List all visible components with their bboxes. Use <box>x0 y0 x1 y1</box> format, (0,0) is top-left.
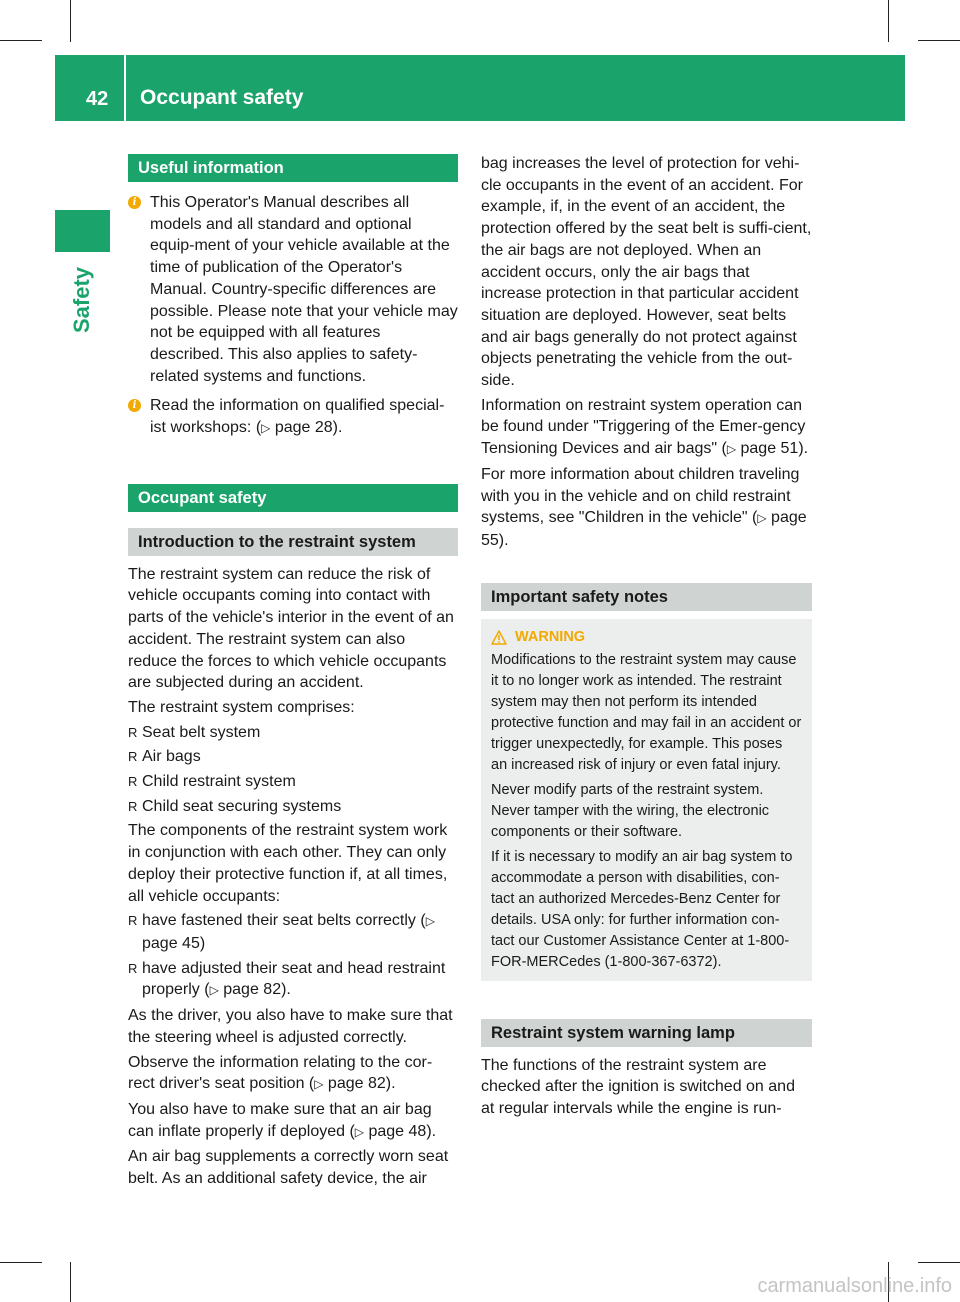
paragraph: You also have to make sure that an air bag can inflate properly if deployed (▷ page 48). <box>128 1100 437 1140</box>
list-item: R Child seat securing systems <box>128 796 458 818</box>
subsection-heading-introduction: Introduction to the restraint system <box>128 528 458 556</box>
crop-mark <box>918 1262 960 1263</box>
paragraph: The components of the restraint system work in conjunction with each other. They can only deploy their protective function if, at all times, all vehicle occupants: <box>128 822 448 905</box>
subsection-heading-warning-lamp: Restraint system warning lamp <box>481 1019 812 1047</box>
crop-mark <box>918 40 960 41</box>
crop-mark <box>70 1262 71 1302</box>
warning-text: Never modify parts of the restraint system. Never tamper with the wiring, the electronic components or their software. <box>491 781 770 840</box>
bullet-icon: R <box>128 774 138 790</box>
bullet-icon: R <box>128 724 138 740</box>
page-ref-arrow-icon: ▷ <box>354 1124 365 1139</box>
paragraph: As the driver, you also have to make sure that the steering wheel is adjusted correctly. <box>128 1007 453 1046</box>
paragraph: Observe the information relating to the cor-rect driver's seat position (▷ page 82). <box>128 1053 433 1093</box>
bullet-icon: R <box>128 749 138 765</box>
paragraph: The restraint system comprises: <box>128 698 355 716</box>
crop-mark <box>0 40 42 41</box>
paragraph: The functions of the restraint system are checked after the ignition is switched on and at regular intervals while the engine is run- <box>481 1056 795 1118</box>
list-item: R have adjusted their seat and head restraint properly (▷ page 82). <box>128 958 458 1002</box>
list-item: R Seat belt system <box>128 722 458 744</box>
subsection-heading-important-safety-notes: Important safety notes <box>481 583 812 611</box>
list-item: R have fastened their seat belts correctly (▷ page 45) <box>128 910 458 954</box>
paragraph: An air bag supplements a correctly worn seat belt. As an additional safety device, the air <box>128 1148 449 1188</box>
crop-mark <box>70 0 71 42</box>
page-ref-arrow-icon: ▷ <box>757 511 767 526</box>
warning-text: If it is necessary to modify an air bag system to accommodate a person with disabilities, con-tact an authorized Mercedes-Benz Center for details. USA only: for further information con-tact our Customer Assistance Center at 1-800-FOR-MERCedes (1-800-367-6372). <box>491 848 793 970</box>
paragraph: The restraint system can reduce the risk of vehicle occupants coming into contact with parts of the vehicle's interior in the event of an accident. The restraint system can also reduce the forces to which vehicle occupants are subjected during an accident. <box>128 565 454 692</box>
warning-box <box>481 619 812 981</box>
bullet-list <box>128 722 458 818</box>
page-ref-arrow-icon: ▷ <box>314 1077 324 1092</box>
info-icon: i <box>128 196 141 209</box>
info-note <box>128 395 458 439</box>
warning-header <box>491 627 802 648</box>
page-ref-arrow-icon: ▷ <box>726 442 737 457</box>
left-column <box>128 154 458 1193</box>
paragraph: Information on restraint system operation can be found under "Triggering of the Emer-gency Tensioning Devices and air bags" (▷ page 51). <box>481 396 809 458</box>
section-heading-occupant-safety: Occupant safety <box>128 484 458 512</box>
header-divider <box>124 55 126 121</box>
page-title: Occupant safety <box>140 86 304 109</box>
page-ref-arrow-icon: ▷ <box>425 914 435 929</box>
bullet-icon: R <box>128 798 138 814</box>
crop-mark <box>888 0 889 42</box>
page-number: 42 <box>86 88 109 110</box>
list-item: R Child restraint system <box>128 771 458 793</box>
section-heading-useful-information: Useful information <box>128 154 458 182</box>
paragraph: For more information about children traveling with you in the vehicle and on child restraint systems, see "Children in the vehicle" (▷ page 55). <box>481 465 807 549</box>
page-ref-arrow-icon: ▷ <box>209 983 219 998</box>
info-text: Read the information on qualified special-ist workshops: (▷ page 28). <box>150 397 445 437</box>
list-item: R Air bags <box>128 746 458 768</box>
right-column <box>481 153 812 1123</box>
warning-label: WARNING <box>515 628 586 645</box>
info-note <box>128 192 458 387</box>
bullet-icon: R <box>128 960 138 976</box>
info-icon: i <box>128 399 141 412</box>
info-text: This Operator's Manual describes all models and all standard and optional equip-ment of your vehicle available at the time of publication of the Operator's Manual. Country-specific differences are possible. Please note that your vehicle may not be equipped with all features described. This also applies to safety-related systems and functions. <box>150 194 458 385</box>
crop-mark <box>0 1262 42 1263</box>
side-tab-marker <box>55 210 110 252</box>
page-ref-arrow-icon: ▷ <box>261 421 271 436</box>
bullet-icon: R <box>128 913 138 929</box>
watermark: carmanualsonline.info <box>757 1275 952 1297</box>
side-tab-label: Safety <box>69 266 94 334</box>
warning-triangle-icon <box>491 630 507 645</box>
warning-text: Modifications to the restraint system may cause it to no longer work as intended. The restraint system may then not perform its intended protective function and may fail in an accident or trigger unexpectedly, for example. This poses an increased risk of injury or even fatal injury. <box>491 651 802 773</box>
paragraph: bag increases the level of protection for vehi-cle occupants in the event of an accident. For example, if, in the event of an accident, the protection offered by the seat belt is suffi-cient, the air bags are not deployed. When an accident occurs, only the air bags that increase protection in that particular accident situation are deployed. However, seat belts and air bags generally do not protect against objects penetrating the vehicle from the out-side. <box>481 155 812 390</box>
